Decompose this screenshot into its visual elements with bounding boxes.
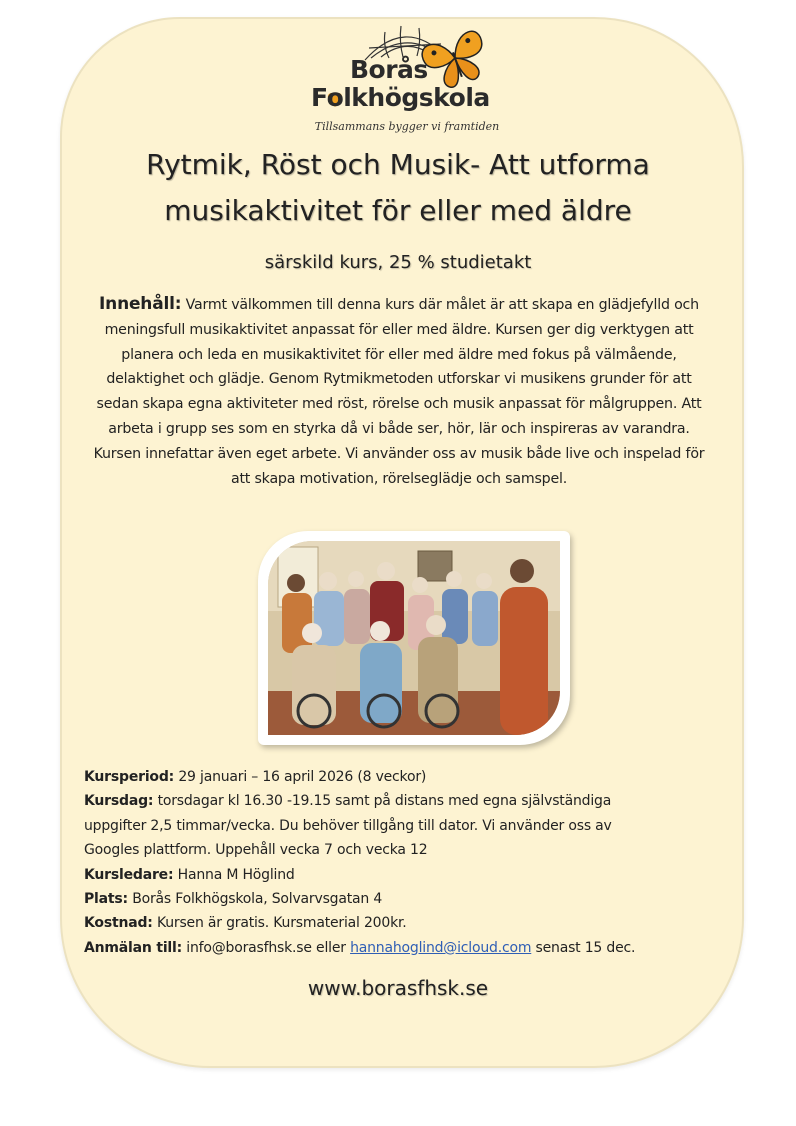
day-line1: torsdagar kl 16.30 -19.15 samt på distans med egna självständiga [157,793,612,810]
detail-leader [84,863,734,887]
detail-place [84,887,734,911]
course-photo [268,541,560,735]
signup-email-link[interactable]: hannahoglind@icloud.com [350,939,532,956]
logo-text-folkhogskola: Folkhögskola [311,83,490,112]
detail-signup [84,936,734,960]
content-paragraph [84,292,714,491]
leader-label: Kursledare: [84,866,174,883]
signup-text2: senast 15 dec. [535,939,636,956]
detail-period [84,765,734,789]
period-label: Kursperiod: [84,769,175,785]
period-value: 29 januari – 16 april 2026 (8 veckor) [178,769,427,785]
cost-value: Kursen är gratis. Kursmaterial 200kr. [156,915,407,932]
day-label: Kursdag: [84,793,154,810]
day-line3: Googles plattform. Uppehåll vecka 7 och vecka 12 [84,842,428,859]
logo-text-boras: Borås [350,55,428,84]
logo-tagline: Tillsammans bygger vi framtiden [314,120,500,133]
leader-value: Hanna M Höglind [177,866,295,883]
website-url[interactable]: www.borasfhsk.se [307,976,489,1000]
cost-label: Kostnad: [84,915,153,932]
content-text: Varmt välkommen till denna kurs där målet är att skapa en glädjefylld och meningsfull musikaktivitet anpassat för eller med äldre. Kursen ger dig verktygen att planera och leda en musikaktivitet för eller med äldre med fokus på välmående, delaktighet och glädje. Genom Rytmikmetoden utforskar vi musikens grunder för att sedan skapa egna aktiviteter med röst, rörelse och musik anpassat för målgruppen. Att arbeta i grupp ses som en styrka då vi både ser, hör, lär och inspireras av varandra. Kursen innefattar även eget arbete. Vi använder oss av musik både live och inspelad för att skapa motivation, rörelseglädje och samspel. [93,297,705,487]
content-label: Innehåll: [99,294,182,314]
place-value: Borås Folkhögskola, Solvarvsgatan 4 [132,891,383,908]
page-title: Rytmik, Röst och Musik- Att utforma musikaktivitet för eller med äldre [146,148,650,227]
place-label: Plats: [84,891,128,908]
page-subtitle: särskild kurs, 25 % studietakt [264,252,532,273]
detail-cost [84,911,734,935]
course-details [84,765,734,960]
signup-text1: info@borasfhsk.se eller [186,939,346,956]
signup-label: Anmälan till: [84,939,183,956]
day-line2: uppgifter 2,5 timmar/vecka. Du behöver tillgång till dator. Vi använder oss av [84,817,612,834]
detail-day [84,789,734,813]
